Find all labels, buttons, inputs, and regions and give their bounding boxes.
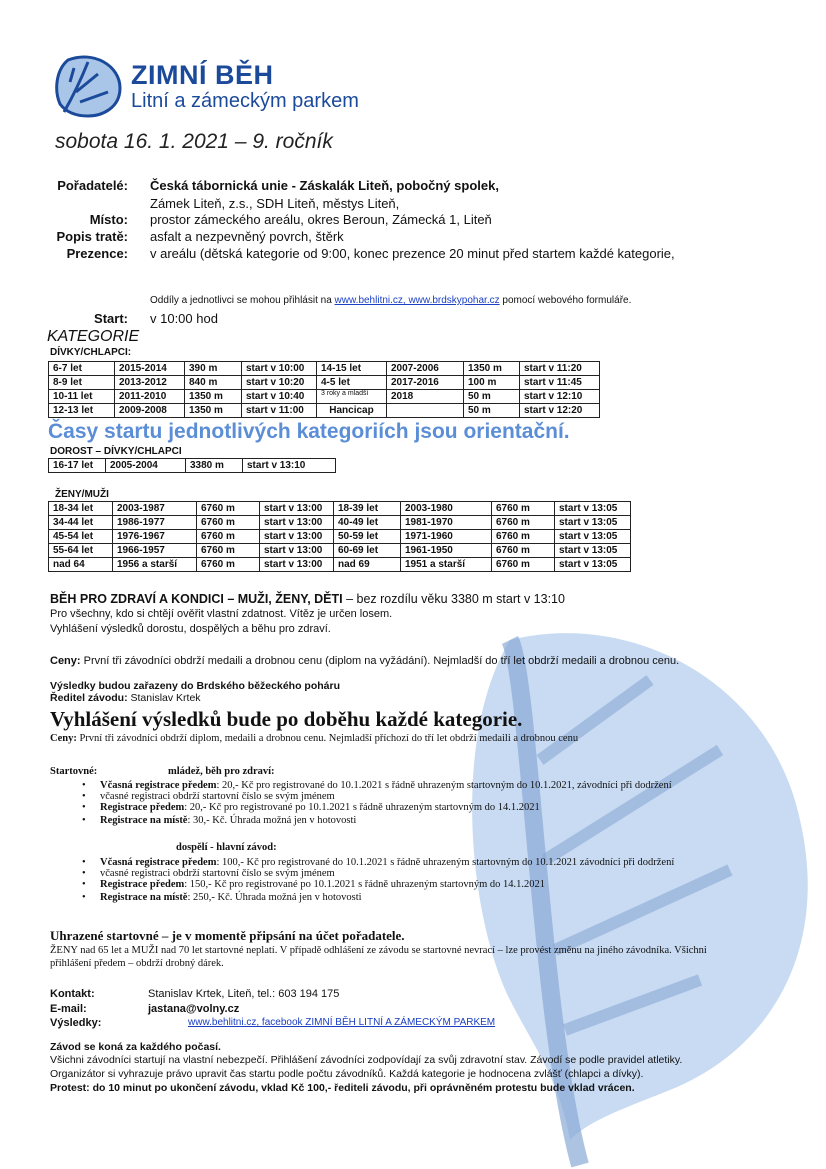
youth-fee-heading: mládež, běh pro zdraví:: [168, 766, 275, 777]
prizes-line-2: Ceny: První tři závodníci obdrží diplom, medaili a drobnou cenu. Nejmladší příchozí do tří let obdrží medaili a drobnou cenu: [50, 733, 579, 744]
leaf-logo-icon: [54, 52, 124, 122]
table-cell: start v 13:00: [260, 544, 334, 558]
table-cell: 6760 m: [197, 516, 260, 530]
prizes-line: Ceny: První tři závodníci obdrží medaili a drobnou cenu (diplom na vyžádání). Nejmladší do tří let obdrží medaili a drobnou cenu.: [50, 655, 680, 667]
table-cell: 6-7 let: [49, 362, 115, 376]
paid-fee-line-1: ŽENY nad 65 let a MUŽI nad 70 let startovné neplatí. V případě odhlášení ze závodu se startovné nevrací – lze provést změnu na jiného závodníka. Všichni: [50, 945, 707, 956]
paid-fee-line-2: přihlášení předem – obdrží drobný dárek.: [50, 958, 224, 969]
rules-line-2: Organizátor si vyhrazuje právo upravit čas startu podle počtu závodníků. Každá kategorie je hodnocena zvlášť (chlapci a dívky).: [50, 1068, 644, 1080]
kids-label: DÍVKY/CHLAPCI:: [50, 347, 132, 358]
table-cell: 18-34 let: [49, 502, 113, 516]
table-cell: 840 m: [185, 376, 242, 390]
youth-fee-list: [76, 780, 672, 826]
table-cell: 45-54 let: [49, 530, 113, 544]
table-cell: 6760 m: [492, 502, 555, 516]
health-run-line-2: Vyhlášení výsledků dorostu, dospělých a běhu pro zdraví.: [50, 623, 331, 635]
table-cell: start v 11:00: [242, 404, 317, 418]
start-label: Start:: [94, 311, 128, 326]
table-cell: 390 m: [185, 362, 242, 376]
results-link[interactable]: www.behlitni.cz, facebook ZIMNÍ BĚH LITNÍ A ZÁMECKÝM PARKEM: [188, 1017, 496, 1028]
table-row: [49, 362, 600, 376]
protest-line: Protest: do 10 minut po ukončení závodu, vklad Kč 100,- řediteli závodu, při oprávněném protestu bude vklad vrácen.: [50, 1082, 635, 1094]
table-cell: 50-59 let: [334, 530, 401, 544]
table-cell: 6760 m: [197, 530, 260, 544]
table-row: [49, 502, 631, 516]
weather-note: Závod se koná za každého počasí.: [50, 1041, 221, 1053]
table-cell: start v 10:20: [242, 376, 317, 390]
table-cell: start v 13:00: [260, 516, 334, 530]
table-cell: 10-11 let: [49, 390, 115, 404]
start-value: v 10:00 hod: [150, 311, 218, 326]
table-cell: 60-69 let: [334, 544, 401, 558]
table-cell: 50 m: [464, 390, 520, 404]
place-label: Místo:: [89, 212, 128, 227]
table-row: [49, 516, 631, 530]
table-cell: 2013-2012: [115, 376, 185, 390]
registration-label: Prezence:: [66, 246, 128, 261]
table-cell: start v 10:40: [242, 390, 317, 404]
youth-label: DOROST – DÍVKY/CHLAPCI: [50, 446, 182, 457]
youth-table: [48, 458, 336, 473]
list-item: • Registrace na místě: 250,- Kč. Úhrada možná jen v hotovosti: [76, 892, 674, 903]
table-cell: 1966-1957: [113, 544, 197, 558]
table-cell: 1350 m: [185, 404, 242, 418]
contact-value: Stanislav Krtek, Liteň, tel.: 603 194 175: [148, 988, 340, 1000]
table-cell: 2003-1980: [401, 502, 492, 516]
table-cell: 2003-1987: [113, 502, 197, 516]
organizers-line-1: Česká tábornická unie - Záskalák Liteň, pobočný spolek,: [150, 178, 499, 193]
adults-table: [48, 501, 631, 572]
table-cell: start v 13:00: [260, 502, 334, 516]
table-row: [49, 459, 336, 473]
table-cell: 1986-1977: [113, 516, 197, 530]
table-row: [49, 376, 600, 390]
table-cell: 3380 m: [186, 459, 243, 473]
page-title: ZIMNÍ BĚH: [131, 60, 274, 90]
table-cell: 2007-2006: [387, 362, 464, 376]
signup-note: Oddíly a jednotlivci se mohou přihlásit na www.behlitni.cz, www.brdskypohar.cz pomocí webového formuláře.: [150, 295, 632, 306]
table-cell: 34-44 let: [49, 516, 113, 530]
table-cell: start v 12:10: [520, 390, 600, 404]
signup-links[interactable]: www.behlitni.cz, www.brdskypohar.cz: [334, 295, 500, 306]
list-item: • včasné registraci obdrží startovní číslo se svým jménem: [76, 868, 674, 879]
table-cell: 1981-1970: [401, 516, 492, 530]
table-cell: 2009-2008: [115, 404, 185, 418]
rules-line-1: Všichni závodníci startují na vlastní nebezpečí. Přihlášení závodníci zodpovídají za svůj zdravotní stav. Závodí se podle pravidel atletiky.: [50, 1054, 683, 1066]
event-date: sobota 16. 1. 2021 – 9. ročník: [55, 130, 333, 153]
table-cell: 1971-1960: [401, 530, 492, 544]
table-cell: start v 13:10: [243, 459, 336, 473]
table-cell: start v 13:05: [555, 558, 631, 572]
organizers-label: Pořadatelé:: [57, 178, 128, 193]
place-value: prostor zámeckého areálu, okres Beroun, Zámecká 1, Liteň: [150, 212, 492, 227]
table-cell: start v 12:20: [520, 404, 600, 418]
table-cell: start v 13:00: [260, 558, 334, 572]
email-value[interactable]: jastana@volny.cz: [148, 1003, 240, 1015]
table-cell: 6760 m: [197, 502, 260, 516]
list-item: • Registrace předem: 150,- Kč pro registrované po 10.1.2021 s řádně uhrazeným startovným do 14.1.2021: [76, 879, 674, 890]
list-item: • Včasná registrace předem: 20,- Kč pro registrované do 10.1.2021 s řádně uhrazeným startovným do 10.1.2021, závodníci při dodržení: [76, 780, 672, 791]
paid-fee-heading: Uhrazené startovné – je v momentě připsání na účet pořadatele.: [50, 928, 405, 943]
table-cell: 1976-1967: [113, 530, 197, 544]
email-label: E-mail:: [50, 1003, 87, 1015]
table-row: [49, 544, 631, 558]
table-cell: nad 64: [49, 558, 113, 572]
table-cell: start v 11:45: [520, 376, 600, 390]
table-cell: start v 13:05: [555, 502, 631, 516]
categories-title: KATEGORIE: [47, 328, 140, 345]
table-cell: 16-17 let: [49, 459, 106, 473]
table-cell: 2015-2014: [115, 362, 185, 376]
table-cell: 55-64 let: [49, 544, 113, 558]
table-cell: 2011-2010: [115, 390, 185, 404]
list-item: • Registrace předem: 20,- Kč pro registrované po 10.1.2021 s řádně uhrazeným startovným do 14.1.2021: [76, 802, 672, 813]
table-cell: start v 11:20: [520, 362, 600, 376]
adults-label: ŽENY/MUŽI: [55, 489, 109, 500]
results-label: Výsledky:: [50, 1017, 102, 1029]
table-cell: 3 roky a mladší: [317, 390, 387, 404]
list-item: • Včasná registrace předem: 100,- Kč pro registrované do 10.1.2021 s řádně uhrazeným startovným do 10.1.2021 závodníci při dodržení: [76, 857, 674, 868]
table-cell: 1956 a starší: [113, 558, 197, 572]
adult-fee-list: [76, 857, 674, 903]
entry-fee-label: Startovné:: [50, 766, 98, 777]
cup-note: Výsledky budou zařazeny do Brdského běžeckého poháru: [50, 680, 340, 692]
table-cell: 1961-1950: [401, 544, 492, 558]
table-cell: 6760 m: [197, 558, 260, 572]
table-cell: 2018: [387, 390, 464, 404]
table-row: [49, 404, 600, 418]
table-cell: [387, 404, 464, 418]
table-cell: 40-49 let: [334, 516, 401, 530]
table-cell: start v 13:05: [555, 544, 631, 558]
orientation-notice: Časy startu jednotlivých kategoriích jsou orientační.: [48, 420, 570, 443]
health-run-line-1: Pro všechny, kdo si chtějí ověřit vlastní zdatnost. Vítěz je určen losem.: [50, 608, 393, 620]
track-label: Popis tratě:: [56, 229, 128, 244]
table-cell: start v 13:05: [555, 516, 631, 530]
table-cell: 4-5 let: [317, 376, 387, 390]
table-cell: 2017-2016: [387, 376, 464, 390]
table-cell: 6760 m: [197, 544, 260, 558]
table-cell: 8-9 let: [49, 376, 115, 390]
results-heading: Vyhlášení výsledků bude po doběhu každé kategorie.: [50, 707, 523, 731]
table-cell: 6760 m: [492, 558, 555, 572]
kids-table: [48, 361, 600, 418]
table-row: [49, 390, 600, 404]
table-cell: 14-15 let: [317, 362, 387, 376]
director-line: Ředitel závodu: Stanislav Krtek: [50, 692, 201, 704]
table-cell: 18-39 let: [334, 502, 401, 516]
table-cell: start v 10:00: [242, 362, 317, 376]
contact-label: Kontakt:: [50, 988, 95, 1000]
table-cell: 1350 m: [464, 362, 520, 376]
table-cell: 2005-2004: [106, 459, 186, 473]
organizers-line-2: Zámek Liteň, z.s., SDH Liteň, městys Liteň,: [150, 196, 400, 211]
list-item: • včasné registraci obdrží startovní číslo se svým jménem: [76, 791, 672, 802]
table-cell: nad 69: [334, 558, 401, 572]
table-cell: Hancicap: [317, 404, 387, 418]
table-cell: 50 m: [464, 404, 520, 418]
table-cell: 12-13 let: [49, 404, 115, 418]
page-subtitle: Litní a zámeckým parkem: [131, 90, 359, 112]
table-cell: 100 m: [464, 376, 520, 390]
track-value: asfalt a nezpevněný povrch, štěrk: [150, 229, 344, 244]
list-item: • Registrace na místě: 30,- Kč. Úhrada možná jen v hotovosti: [76, 815, 672, 826]
registration-value: v areálu (dětská kategorie od 9:00, konec prezence 20 minut před startem každé kategorie,: [150, 246, 675, 261]
table-cell: 6760 m: [492, 544, 555, 558]
table-cell: 6760 m: [492, 530, 555, 544]
table-cell: 1951 a starší: [401, 558, 492, 572]
table-row: [49, 558, 631, 572]
health-run-heading: BĚH PRO ZDRAVÍ A KONDICI – MUŽI, ŽENY, DĚTI – bez rozdílu věku 3380 m start v 13:10: [50, 592, 565, 606]
adult-fee-heading: dospělí - hlavní závod:: [176, 842, 277, 853]
table-cell: start v 13:00: [260, 530, 334, 544]
table-cell: start v 13:05: [555, 530, 631, 544]
table-row: [49, 530, 631, 544]
table-cell: 6760 m: [492, 516, 555, 530]
table-cell: 1350 m: [185, 390, 242, 404]
